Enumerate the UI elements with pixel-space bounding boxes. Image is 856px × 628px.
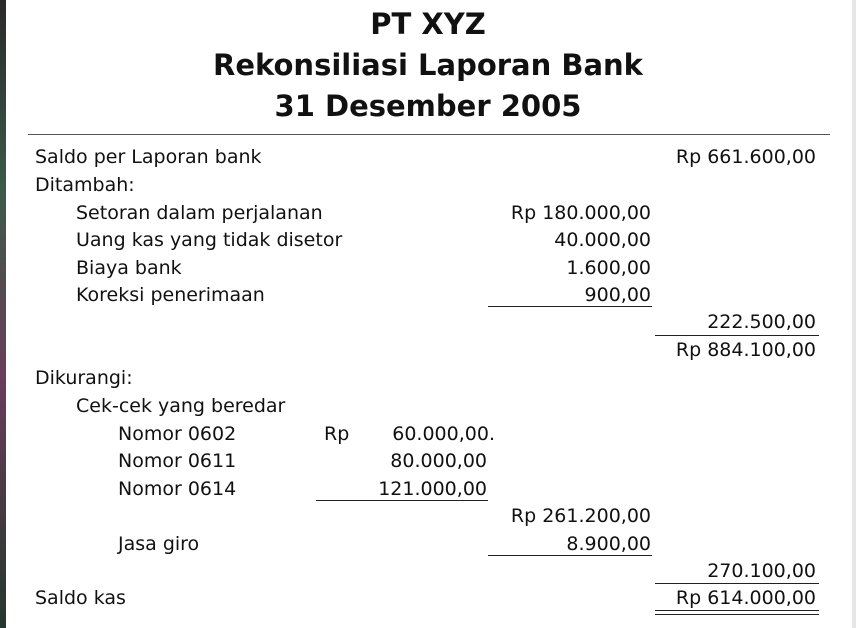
ditambah-item-label: Biaya bank: [76, 257, 182, 279]
document-title: Rekonsiliasi Laporan Bank: [213, 48, 643, 82]
ditambah-item-label: Uang kas yang tidak disetor: [76, 229, 343, 251]
header-divider: [28, 134, 830, 135]
cheque-underline: [316, 500, 488, 501]
ditambah-item-amount: 900,00: [584, 284, 651, 306]
jasa-giro-underline: [488, 555, 652, 556]
cheque-number: Nomor 0614: [118, 478, 237, 500]
ditambah-item-amount: 1.600,00: [566, 257, 651, 279]
saldo-kas-double-underline-top: [655, 610, 819, 611]
cheque-amount: 80.000,00: [390, 450, 487, 472]
jasa-giro-amount: 8.900,00: [566, 533, 651, 555]
saldo-kas-double-underline-bottom: [655, 614, 819, 615]
dikurangi-total: 270.100,00: [707, 560, 816, 582]
company-name: PT XYZ: [370, 7, 486, 41]
ditambah-underline: [488, 306, 652, 307]
cheque-amount: 121.000,00: [378, 478, 487, 500]
ditambah-subtotal: Rp 884.100,00: [675, 339, 816, 361]
ditambah-item-amount: 40.000,00: [554, 229, 651, 251]
saldo-bank-label: Saldo per Laporan bank: [35, 146, 262, 168]
saldo-kas-label: Saldo kas: [35, 587, 126, 609]
ditambah-item-label: Setoran dalam perjalanan: [76, 202, 323, 224]
cheque-amount: 60.000,00.: [392, 423, 495, 445]
cek-beredar-total: Rp 261.200,00: [510, 505, 651, 527]
ditambah-total: 222.500,00: [707, 311, 816, 333]
cheque-number: Nomor 0602: [118, 423, 237, 445]
ditambah-label: Ditambah:: [35, 174, 135, 196]
ditambah-total-underline: [655, 335, 819, 336]
jasa-giro-label: Jasa giro: [118, 533, 200, 555]
cheque-currency: Rp: [324, 423, 350, 445]
cheque-number: Nomor 0611: [118, 450, 237, 472]
document-date: 31 Desember 2005: [274, 89, 582, 123]
dikurangi-total-underline: [655, 583, 819, 584]
ditambah-item-amount: Rp 180.000,00: [510, 202, 651, 224]
dikurangi-label: Dikurangi:: [35, 367, 133, 389]
saldo-kas-amount: Rp 614.000,00: [675, 587, 816, 609]
ditambah-item-label: Koreksi penerimaan: [76, 284, 265, 306]
saldo-bank-amount: Rp 661.600,00: [675, 146, 816, 168]
cek-beredar-label: Cek-cek yang beredar: [76, 395, 286, 417]
